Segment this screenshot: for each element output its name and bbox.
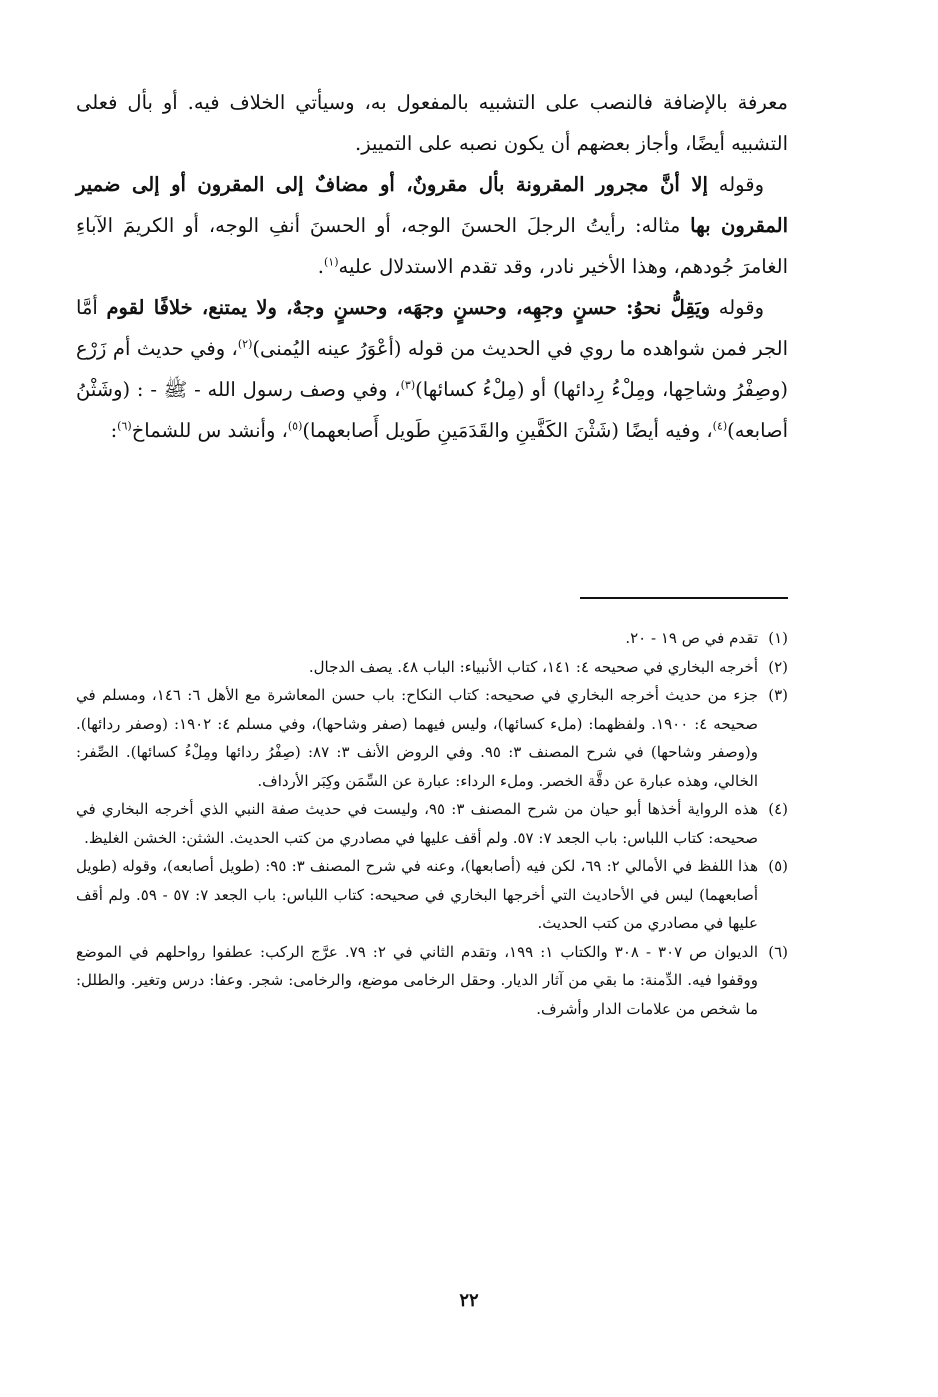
footnote-text: هذا اللفظ في الأمالي ٢: ٦٩، لكن فيه (أصابعها)، وعنه في شرح المصنف ٣: ٩٥: (طويل أصابعه)، وقوله (طويل أصابعهما) ليس في الأحاديث التي أخرجها البخاري في صحيحه: كتاب اللباس: باب الجعد ٧: ٥٧ - ٥٩. ولم أقف عليها في مصادري من كتب الحديث. [76,857,758,932]
footnote-text: الديوان ص ٣٠٧ - ٣٠٨ والكتاب ١: ١٩٩، وتقدم الثاني في ٢: ٧٩. عرَّج الركب: عطفوا رواحلهم في الموضع ووقفوا فيه. الدِّمنة: ما بقي من آثار الديار. وحقل الرخامى موضع، والرخامى: شجر. وعفا: درس وتغير. والطلل: ما شخص من علامات الدار وأشرف. [76,942,759,1018]
p3-intro: وقوله [718,296,764,319]
footnote-ref-5[interactable]: (٥) [287,419,303,433]
p3-end: : [110,419,118,442]
footnote-item [76,852,788,938]
p2-bold: إلا أنَّ مجرور المقرونة بأل مقرونٌ، أو مضافٌ إلى المقرون أو إلى ضمير المقرون بها [76,173,789,237]
paragraph-3 [76,287,788,451]
footnote-ref-4[interactable]: (٤) [712,419,728,433]
footnote-ref-2[interactable]: (٢) [237,337,253,351]
footnote-text: أخرجه البخاري في صحيحه ٤: ١٤١، كتاب الأنبياء: الباب ٤٨. يصف الدجال. [308,657,758,676]
p2-intro: وقوله [718,173,764,196]
paragraph-1: معرفة بالإضافة فالنصب على التشبيه بالمفعول به، وسيأتي الخلاف فيه. أو بأل فعلى التشبيه أيضًا، وأجاز بعضهم أن يكون نصبه على التمييز. [76,91,788,155]
paragraph-2 [76,164,788,287]
footnote-item [76,938,788,1024]
footnote-number: (٣) [768,686,788,704]
footnotes [76,624,788,1023]
footnote-item [76,681,788,795]
p2-text: مثاله: رأيتُ الرجلَ الحسنَ الوجه، أو الحسنَ أنفِ الوجه، أو الكريمَ الآباءِ الغامرَ جُودهم، وهذا الأخير نادر، وقد تقدم الاستدلال عليه [76,214,788,278]
page-number: ٢٢ [459,1290,479,1311]
p3-text-a: أمَّا الجر فمن شواهده ما روي في الحديث من قوله (أعْوَرُ عينه اليُمنى) [76,296,788,360]
footnote-text: تقدم في ص ١٩ - ٢٠. [625,629,758,647]
footnote-separator [580,597,788,599]
footnote-text: هذه الرواية أخذها أبو حيان من شرح المصنف ٣: ٩٥، وليست في حديث صفة النبي الذي أخرجه البخاري في صحيحه: كتاب اللباس: باب الجعد ٧: ٥٧. ولم أقف عليها في مصادري من كتب الحديث. الشثن: الخشن الغليظ. [76,800,758,847]
footnote-ref-3[interactable]: (٣) [400,378,416,392]
footnote-item [76,624,788,653]
footnote-item [76,653,788,682]
p3-text-d: ، وفيه أيضًا (شَثْنَ الكَفَّينِ والقَدَمَينِ طَويل أَصابعهما) [302,419,713,442]
footnote-number: (٥) [768,857,788,875]
footnote-item [76,795,788,852]
footnote-text: جزء من حديث أخرجه البخاري في صحيحه: كتاب النكاح: باب حسن المعاشرة مع الأهل ٦: ١٤٦، ومسلم في صحيحه ٤: ١٩٠٠. ولفظهما: (ملء كسائها)، وليس فيهما (صفر وشاحها)، وفي مسلم ٤: ١٩٠٢: (وصفر ردائها). و(وصفر وشاحها) في شرح المصنف ٣: ٩٥. وفي الروض الأنف ٣: ٨٧: (صِفْرُ ردائها ومِلْءُ كسائها). الصِّفر: الخالي، وهذه عبارة عن دقَّة الخصر. وملء الرداء: عبارة عن السِّمَن وكِبَر الأرداف. [76,686,759,790]
p3-text-b: ، وفي حديث أم زَرْع (وصِفْرُ وشاحِها، ومِلْءُ رِدائها) أو (مِلْءُ كسائها) [76,337,788,401]
footnote-number: (٢) [768,657,788,676]
footnote-ref-1[interactable]: (١) [323,255,339,269]
page-body [76,82,789,1018]
footnote-number: (١) [768,629,788,647]
p3-text-e: ، وأنشد س للشماخ [131,419,288,442]
footnote-number: (٤) [768,800,788,818]
p3-bold: ويَقِلُّ نحوُ: حسنٍ وجهِه، وحسنٍ وجهَه، وحسنٍ وجهٌ، ولا يمتنع، خلافًا لقوم [106,296,711,319]
p3-text-c: ، وفي وصف رسول الله - ﷺ - : (وشَثْنُ أصابعه) [76,378,788,442]
footnote-ref-6[interactable]: (٦) [117,419,132,433]
main-text [76,82,788,451]
p2-end: . [317,255,324,278]
footnote-number: (٦) [768,942,788,961]
